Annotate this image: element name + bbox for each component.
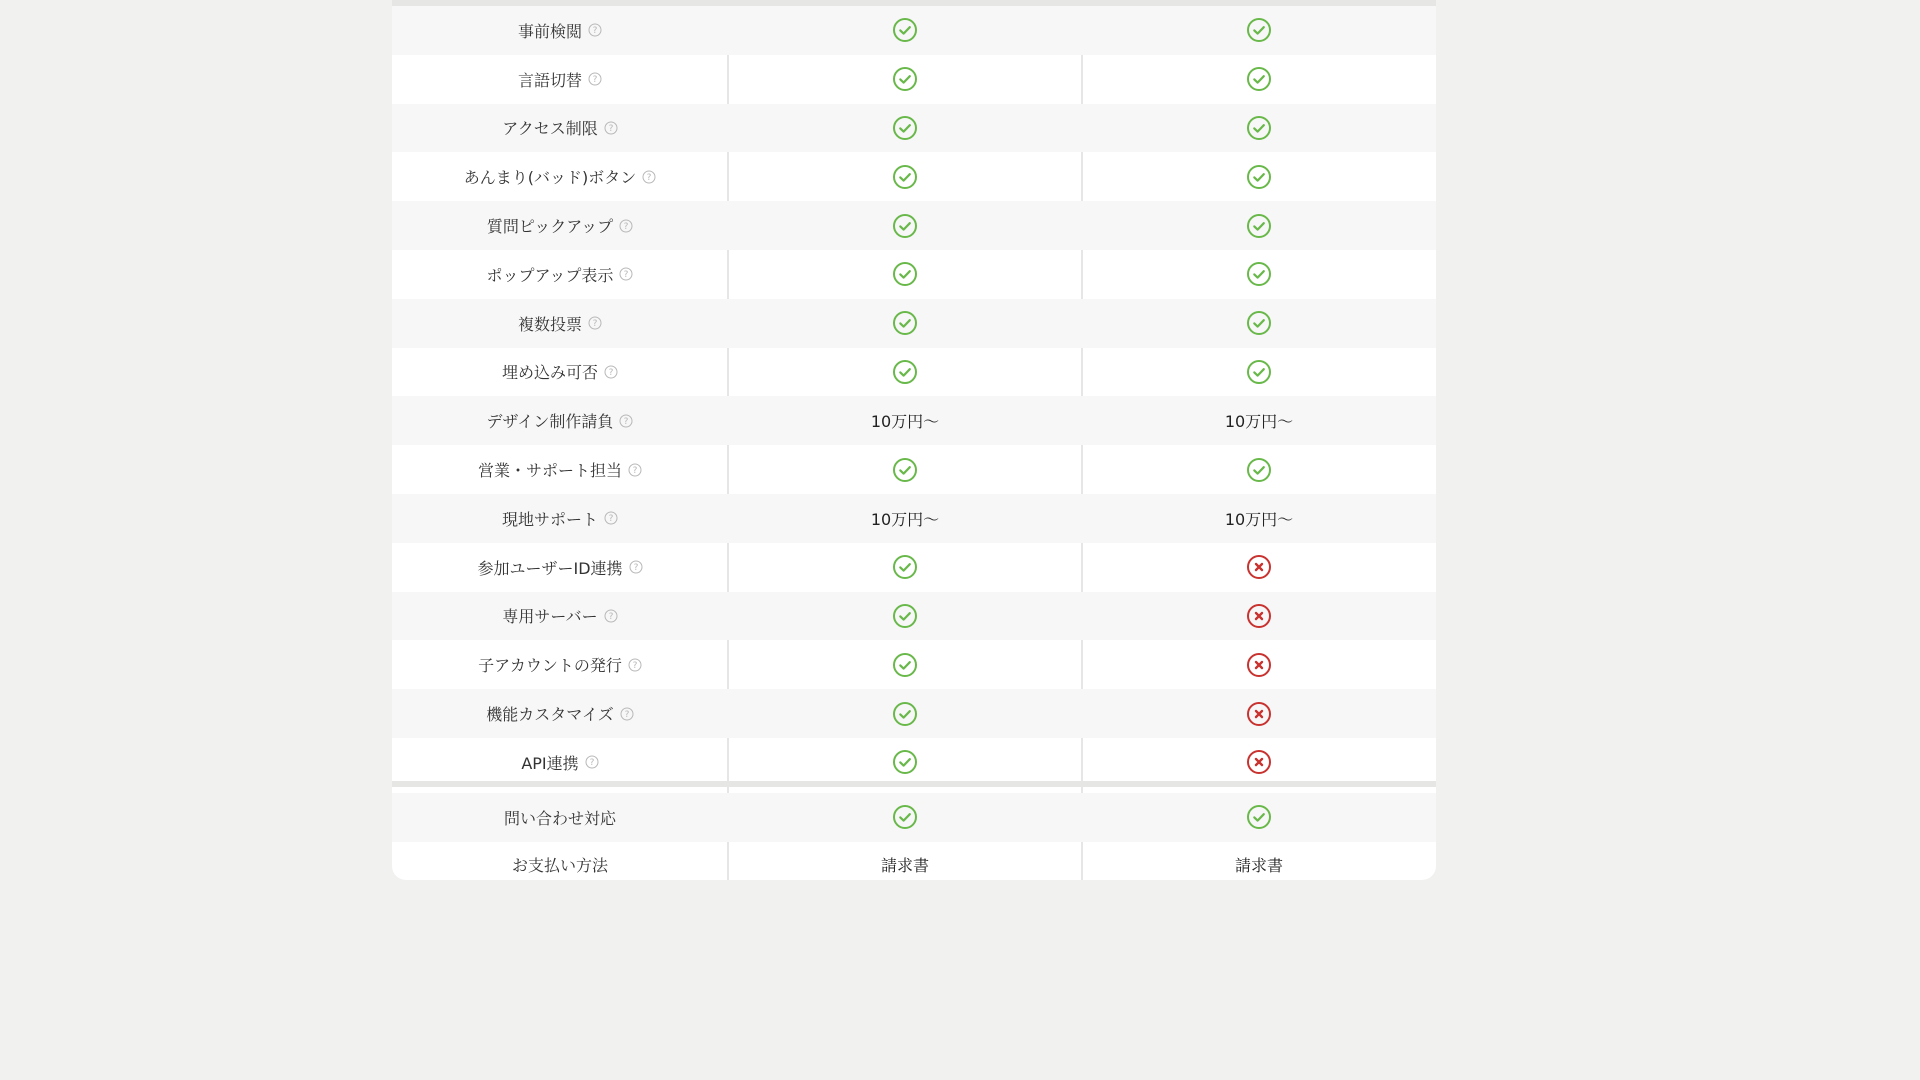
check-circle-icon <box>892 17 918 43</box>
table-row <box>392 842 1436 880</box>
plan1-cell <box>728 738 1082 787</box>
plan-comparison-table <box>392 0 1436 880</box>
check-circle-icon <box>1246 261 1272 287</box>
svg-text:?: ? <box>624 709 630 720</box>
feature-label-cell <box>392 152 728 201</box>
feature-label-cell <box>392 396 728 445</box>
check-circle-icon <box>892 554 918 580</box>
svg-text:?: ? <box>589 758 595 769</box>
table-row <box>392 396 1436 445</box>
table-row <box>392 201 1436 250</box>
plan1-cell <box>728 201 1082 250</box>
svg-text:?: ? <box>646 172 652 183</box>
plan2-cell <box>1082 543 1436 592</box>
check-circle-icon <box>892 749 918 775</box>
plan1-cell <box>728 592 1082 641</box>
plan2-cell <box>1082 396 1436 445</box>
check-circle-icon <box>892 310 918 336</box>
check-circle-icon <box>892 164 918 190</box>
svg-text:?: ? <box>624 416 629 427</box>
feature-label-cell <box>392 640 728 689</box>
plan1-cell <box>728 494 1082 543</box>
feature-label-cell <box>392 592 728 641</box>
cell-value: 10万円〜 <box>1224 509 1294 529</box>
plan1-cell <box>728 445 1082 494</box>
feature-label: お支払い方法 <box>511 856 608 876</box>
feature-label-cell <box>392 793 728 842</box>
help-icon[interactable] <box>620 707 634 721</box>
plan1-cell <box>728 55 1082 104</box>
feature-label: 子アカウントの発行 <box>478 656 622 676</box>
feature-label: 複数投票 <box>517 314 582 334</box>
plan1-cell <box>728 689 1082 738</box>
feature-label: ポップアップ表示 <box>486 265 614 285</box>
feature-label-cell <box>392 445 728 494</box>
table-row <box>392 494 1436 543</box>
plan1-cell <box>728 396 1082 445</box>
feature-label: API連携 <box>521 753 579 773</box>
svg-text:?: ? <box>608 612 613 623</box>
help-icon[interactable] <box>604 609 618 623</box>
table-row <box>392 738 1436 787</box>
help-icon[interactable] <box>619 414 633 428</box>
feature-label-cell <box>392 201 728 250</box>
plan2-cell <box>1082 104 1436 153</box>
table-row <box>392 152 1436 201</box>
svg-text:?: ? <box>592 26 598 37</box>
plan2-cell <box>1082 445 1436 494</box>
help-icon[interactable] <box>619 267 633 281</box>
feature-label-cell <box>392 55 728 104</box>
feature-label: 参加ユーザーID連携 <box>477 558 623 578</box>
svg-text:?: ? <box>592 75 598 86</box>
svg-text:?: ? <box>633 563 638 574</box>
table-row <box>392 543 1436 592</box>
cell-value: 請求書 <box>1234 856 1283 876</box>
cross-circle-icon <box>1246 749 1272 775</box>
plan2-cell <box>1082 793 1436 842</box>
feature-label: あんまり(バッド)ボタン <box>463 168 637 188</box>
plan2-cell <box>1082 640 1436 689</box>
table-row <box>392 348 1436 397</box>
help-icon[interactable] <box>585 755 599 769</box>
help-icon[interactable] <box>588 316 602 330</box>
check-circle-icon <box>892 457 918 483</box>
feature-label-cell <box>392 348 728 397</box>
svg-text:?: ? <box>608 124 614 135</box>
feature-label: 問い合わせ対応 <box>503 808 616 828</box>
feature-label-cell <box>392 104 728 153</box>
svg-text:?: ? <box>624 270 629 281</box>
cell-value: 10万円〜 <box>1224 412 1294 432</box>
feature-label: アクセス制限 <box>502 119 598 139</box>
table-row <box>392 6 1436 55</box>
plan2-cell <box>1082 6 1436 55</box>
table-row <box>392 592 1436 641</box>
table-row <box>392 640 1436 689</box>
table-row <box>392 104 1436 153</box>
feature-label: 営業・サポート担当 <box>477 461 622 481</box>
check-circle-icon <box>892 66 918 92</box>
plan1-cell <box>728 6 1082 55</box>
feature-label-cell <box>392 689 728 738</box>
help-icon[interactable] <box>642 170 656 184</box>
help-icon[interactable] <box>628 463 642 477</box>
plan1-cell <box>728 793 1082 842</box>
cross-circle-icon <box>1246 701 1272 727</box>
check-circle-icon <box>1246 213 1272 239</box>
plan1-cell <box>728 640 1082 689</box>
help-icon[interactable] <box>588 23 602 37</box>
check-circle-icon <box>892 652 918 678</box>
feature-label-cell <box>392 842 728 880</box>
svg-text:?: ? <box>608 368 614 379</box>
feature-label: デザイン制作請負 <box>486 412 614 432</box>
plan1-cell <box>728 348 1082 397</box>
check-circle-icon <box>892 213 918 239</box>
plan2-cell <box>1082 348 1436 397</box>
help-icon[interactable] <box>619 219 633 233</box>
feature-label-cell <box>392 543 728 592</box>
cross-circle-icon <box>1246 603 1272 629</box>
plan1-cell <box>728 299 1082 348</box>
plan2-cell <box>1082 842 1436 880</box>
help-icon[interactable] <box>588 72 602 86</box>
check-circle-icon <box>1246 66 1272 92</box>
check-circle-icon <box>1246 457 1272 483</box>
help-icon[interactable] <box>604 365 618 379</box>
table-row <box>392 689 1436 738</box>
plan2-cell <box>1082 152 1436 201</box>
feature-label: 質問ピックアップ <box>486 217 614 237</box>
plan1-cell <box>728 842 1082 880</box>
cell-value: 請求書 <box>880 856 929 876</box>
check-circle-icon <box>1246 164 1272 190</box>
check-circle-icon <box>892 115 918 141</box>
plan2-cell <box>1082 299 1436 348</box>
plan1-cell <box>728 250 1082 299</box>
check-circle-icon <box>892 359 918 385</box>
plan2-cell <box>1082 738 1436 787</box>
table-row <box>392 299 1436 348</box>
check-circle-icon <box>1246 115 1272 141</box>
feature-label-cell <box>392 250 728 299</box>
table-row <box>392 445 1436 494</box>
feature-label: 言語切替 <box>517 70 582 90</box>
feature-label-cell <box>392 6 728 55</box>
check-circle-icon <box>1246 359 1272 385</box>
check-circle-icon <box>892 701 918 727</box>
feature-label: 専用サーバー <box>502 607 598 627</box>
cross-circle-icon <box>1246 652 1272 678</box>
svg-text:?: ? <box>632 465 638 476</box>
plan1-cell <box>728 104 1082 153</box>
feature-label: 機能カスタマイズ <box>486 705 614 725</box>
svg-text:?: ? <box>632 660 638 671</box>
check-circle-icon <box>892 804 918 830</box>
plan2-cell <box>1082 592 1436 641</box>
feature-label-cell <box>392 738 728 787</box>
plan1-cell <box>728 152 1082 201</box>
check-circle-icon <box>892 261 918 287</box>
feature-label: 事前検閲 <box>517 21 582 41</box>
table-row <box>392 250 1436 299</box>
plan2-cell <box>1082 689 1436 738</box>
plan2-cell <box>1082 494 1436 543</box>
table-body <box>392 6 1436 880</box>
help-icon[interactable] <box>629 560 643 574</box>
table-row <box>392 793 1436 842</box>
cell-value: 10万円〜 <box>870 412 940 432</box>
feature-label-cell <box>392 299 728 348</box>
plan2-cell <box>1082 55 1436 104</box>
feature-label: 現地サポート <box>501 509 598 529</box>
svg-text:?: ? <box>623 221 629 232</box>
check-circle-icon <box>1246 17 1272 43</box>
svg-text:?: ? <box>608 514 614 525</box>
plan2-cell <box>1082 201 1436 250</box>
cell-value: 10万円〜 <box>870 509 940 529</box>
help-icon[interactable] <box>628 658 642 672</box>
plan1-cell <box>728 543 1082 592</box>
cross-circle-icon <box>1246 554 1272 580</box>
check-circle-icon <box>1246 804 1272 830</box>
feature-label-cell <box>392 494 728 543</box>
check-circle-icon <box>1246 310 1272 336</box>
plan2-cell <box>1082 250 1436 299</box>
help-icon[interactable] <box>604 121 618 135</box>
svg-text:?: ? <box>592 319 598 330</box>
table-row <box>392 55 1436 104</box>
check-circle-icon <box>892 603 918 629</box>
help-icon[interactable] <box>604 511 618 525</box>
feature-label: 埋め込み可否 <box>501 363 598 383</box>
